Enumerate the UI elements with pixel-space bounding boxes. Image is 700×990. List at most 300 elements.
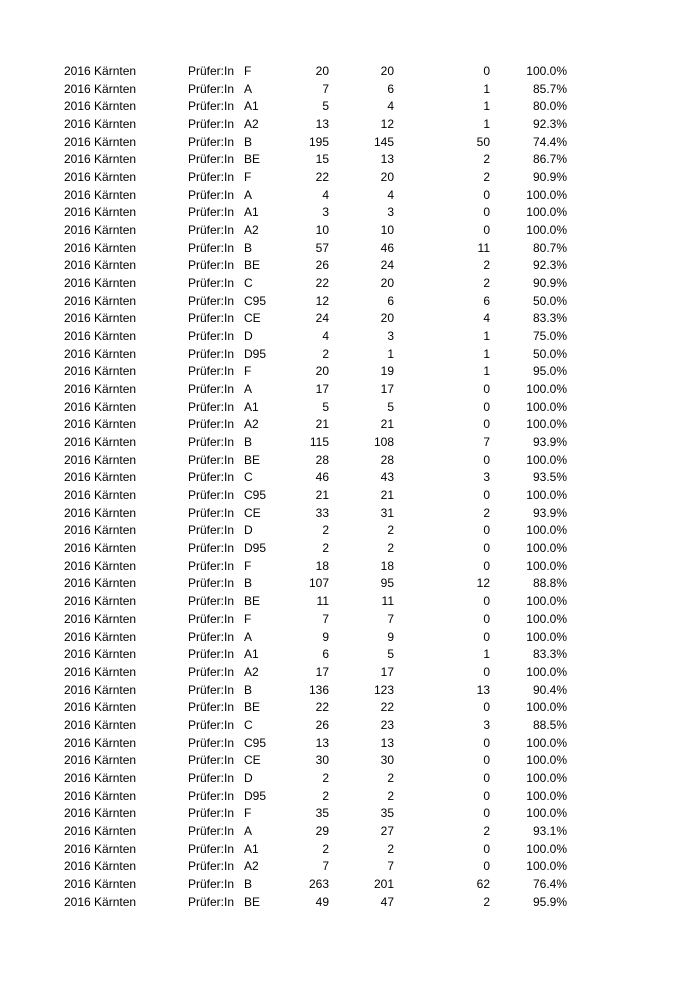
cell-passed: 5 [387,399,394,414]
cell-failed: 0 [483,187,490,202]
table-row [0,328,700,346]
cell-examiner: Prüfer:In [188,806,235,821]
cell-failed: 7 [483,435,490,450]
cell-pass-rate: 100.0% [526,700,567,715]
cell-passed: 145 [373,134,394,149]
cell-passed: 31 [380,505,394,520]
cell-pass-rate: 74.4% [532,134,567,149]
cell-pass-rate: 100.0% [526,382,567,397]
cell-examiner: Prüfer:In [188,470,235,485]
cell-year-region: 2016 Kärnten [64,99,137,114]
cell-passed: 2 [387,841,394,856]
cell-year-region: 2016 Kärnten [64,64,137,78]
cell-examiner: Prüfer:In [188,134,235,149]
cell-year-region: 2016 Kärnten [64,399,137,414]
cell-license-class: A2 [244,223,259,238]
cell-year-region: 2016 Kärnten [64,240,137,255]
cell-pass-rate: 76.4% [532,876,567,891]
cell-passed: 4 [387,187,394,202]
cell-total: 18 [315,558,329,573]
cell-pass-rate: 95.0% [532,364,567,379]
cell-total: 24 [315,311,329,326]
table-row [0,505,700,523]
cell-passed: 2 [387,770,394,785]
cell-year-region: 2016 Kärnten [64,770,137,785]
cell-examiner: Prüfer:In [188,629,235,644]
cell-passed: 17 [380,664,394,679]
cell-year-region: 2016 Kärnten [64,81,137,96]
cell-year-region: 2016 Kärnten [64,841,137,856]
cell-total: 22 [315,276,329,291]
cell-passed: 12 [380,117,394,132]
cell-total: 26 [315,258,329,273]
cell-year-region: 2016 Kärnten [64,187,137,202]
cell-pass-rate: 93.9% [532,435,567,450]
cell-total: 2 [322,541,329,556]
cell-failed: 1 [483,99,490,114]
table-row [0,699,700,717]
cell-total: 263 [308,876,329,891]
cell-pass-rate: 50.0% [532,346,567,361]
cell-passed: 2 [387,541,394,556]
cell-passed: 46 [380,240,394,255]
cell-passed: 27 [380,823,394,838]
cell-license-class: B [244,682,253,697]
cell-total: 49 [315,894,329,909]
cell-examiner: Prüfer:In [188,382,235,397]
cell-total: 7 [322,859,329,874]
cell-passed: 6 [387,293,394,308]
cell-pass-rate: 100.0% [526,594,567,609]
cell-failed: 2 [483,894,490,909]
cell-total: 107 [308,576,329,591]
cell-pass-rate: 100.0% [526,664,567,679]
cell-total: 12 [315,293,329,308]
cell-pass-rate: 100.0% [526,452,567,467]
cell-pass-rate: 100.0% [526,223,567,238]
cell-examiner: Prüfer:In [188,823,235,838]
cell-pass-rate: 93.5% [532,470,567,485]
table-row [0,81,700,99]
cell-license-class: B [244,876,253,891]
cell-examiner: Prüfer:In [188,152,235,167]
table-row [0,416,700,434]
cell-pass-rate: 93.9% [532,505,567,520]
cell-examiner: Prüfer:In [188,488,235,503]
cell-examiner: Prüfer:In [188,170,235,185]
cell-examiner: Prüfer:In [188,452,235,467]
cell-license-class: A [244,187,253,202]
cell-failed: 0 [483,417,490,432]
cell-pass-rate: 100.0% [526,399,567,414]
cell-total: 136 [308,682,329,697]
cell-failed: 0 [483,664,490,679]
cell-year-region: 2016 Kärnten [64,364,137,379]
cell-total: 4 [322,187,329,202]
cell-passed: 28 [380,452,394,467]
cell-total: 2 [322,841,329,856]
cell-total: 35 [315,806,329,821]
cell-license-class: A1 [244,841,259,856]
cell-year-region: 2016 Kärnten [64,647,137,662]
cell-passed: 10 [380,223,394,238]
cell-pass-rate: 100.0% [526,788,567,803]
cell-passed: 20 [380,64,394,78]
cell-examiner: Prüfer:In [188,594,235,609]
cell-failed: 50 [476,134,490,149]
cell-examiner: Prüfer:In [188,505,235,520]
table-row [0,823,700,841]
cell-year-region: 2016 Kärnten [64,276,137,291]
cell-total: 17 [315,382,329,397]
table-row [0,469,700,487]
cell-license-class: C [244,470,253,485]
cell-total: 26 [315,717,329,732]
cell-passed: 2 [387,523,394,538]
table-row [0,558,700,576]
cell-year-region: 2016 Kärnten [64,541,137,556]
cell-examiner: Prüfer:In [188,117,235,132]
cell-passed: 95 [380,576,394,591]
cell-examiner: Prüfer:In [188,717,235,732]
cell-failed: 0 [483,452,490,467]
cell-total: 29 [315,823,329,838]
cell-license-class: BE [244,700,261,715]
cell-pass-rate: 75.0% [532,329,567,344]
cell-license-class: B [244,576,253,591]
cell-year-region: 2016 Kärnten [64,382,137,397]
table-row [0,310,700,328]
cell-pass-rate: 83.3% [532,647,567,662]
cell-total: 4 [322,329,329,344]
cell-failed: 2 [483,258,490,273]
cell-year-region: 2016 Kärnten [64,311,137,326]
cell-examiner: Prüfer:In [188,99,235,114]
table-row [0,134,700,152]
cell-examiner: Prüfer:In [188,399,235,414]
cell-examiner: Prüfer:In [188,894,235,909]
cell-examiner: Prüfer:In [188,364,235,379]
cell-examiner: Prüfer:In [188,682,235,697]
cell-pass-rate: 83.3% [532,311,567,326]
cell-failed: 0 [483,629,490,644]
table-row [0,169,700,187]
cell-examiner: Prüfer:In [188,611,235,626]
cell-year-region: 2016 Kärnten [64,894,137,909]
cell-passed: 7 [387,611,394,626]
table-row [0,664,700,682]
cell-pass-rate: 100.0% [526,753,567,768]
cell-pass-rate: 100.0% [526,770,567,785]
cell-total: 195 [308,134,329,149]
table-row [0,522,700,540]
cell-year-region: 2016 Kärnten [64,876,137,891]
cell-year-region: 2016 Kärnten [64,170,137,185]
cell-examiner: Prüfer:In [188,647,235,662]
cell-examiner: Prüfer:In [188,240,235,255]
cell-total: 2 [322,788,329,803]
cell-license-class: A1 [244,205,259,220]
cell-failed: 3 [483,717,490,732]
cell-license-class: F [244,170,252,185]
cell-passed: 3 [387,329,394,344]
cell-year-region: 2016 Kärnten [64,134,137,149]
cell-passed: 201 [373,876,394,891]
cell-examiner: Prüfer:In [188,664,235,679]
cell-failed: 0 [483,223,490,238]
cell-license-class: F [244,611,252,626]
cell-license-class: C95 [244,488,267,503]
cell-license-class: CE [244,505,261,520]
cell-license-class: A [244,382,253,397]
cell-license-class: CE [244,753,261,768]
cell-failed: 0 [483,753,490,768]
table-row [0,381,700,399]
cell-total: 33 [315,505,329,520]
cell-pass-rate: 95.9% [532,894,567,909]
cell-total: 2 [322,523,329,538]
cell-license-class: A2 [244,417,259,432]
table-row [0,346,700,364]
table-row [0,363,700,381]
cell-total: 21 [315,488,329,503]
table-row [0,788,700,806]
cell-license-class: A1 [244,647,259,662]
cell-examiner: Prüfer:In [188,523,235,538]
table-row [0,540,700,558]
cell-examiner: Prüfer:In [188,558,235,573]
cell-total: 10 [315,223,329,238]
cell-failed: 0 [483,611,490,626]
cell-failed: 1 [483,329,490,344]
cell-total: 5 [322,99,329,114]
cell-examiner: Prüfer:In [188,576,235,591]
cell-passed: 17 [380,382,394,397]
cell-failed: 1 [483,346,490,361]
cell-passed: 19 [380,364,394,379]
cell-pass-rate: 100.0% [526,541,567,556]
cell-total: 5 [322,399,329,414]
table-row [0,629,700,647]
cell-year-region: 2016 Kärnten [64,558,137,573]
cell-examiner: Prüfer:In [188,258,235,273]
table-row [0,841,700,859]
cell-license-class: BE [244,594,261,609]
cell-year-region: 2016 Kärnten [64,700,137,715]
cell-total: 28 [315,452,329,467]
cell-failed: 11 [477,240,490,255]
cell-year-region: 2016 Kärnten [64,223,137,238]
cell-examiner: Prüfer:In [188,329,235,344]
cell-total: 13 [315,117,329,132]
cell-failed: 2 [483,152,490,167]
cell-total: 22 [315,170,329,185]
cell-total: 20 [315,64,329,78]
cell-pass-rate: 100.0% [526,187,567,202]
table-row [0,575,700,593]
cell-license-class: F [244,364,252,379]
cell-failed: 0 [483,841,490,856]
table-row [0,858,700,876]
cell-license-class: A [244,81,253,96]
cell-passed: 108 [373,435,394,450]
cell-passed: 13 [380,735,394,750]
cell-pass-rate: 80.7% [532,240,567,255]
cell-year-region: 2016 Kärnten [64,735,137,750]
cell-passed: 13 [380,152,394,167]
cell-total: 46 [315,470,329,485]
cell-pass-rate: 100.0% [526,417,567,432]
cell-pass-rate: 93.1% [532,823,567,838]
cell-year-region: 2016 Kärnten [64,576,137,591]
cell-total: 57 [315,240,329,255]
cell-passed: 23 [380,717,394,732]
cell-year-region: 2016 Kärnten [64,329,137,344]
cell-failed: 62 [476,876,490,891]
cell-pass-rate: 88.5% [532,717,567,732]
cell-passed: 11 [381,594,394,609]
cell-year-region: 2016 Kärnten [64,293,137,308]
cell-license-class: C95 [244,293,267,308]
cell-year-region: 2016 Kärnten [64,205,137,220]
cell-examiner: Prüfer:In [188,417,235,432]
cell-license-class: D95 [244,541,267,556]
cell-examiner: Prüfer:In [188,311,235,326]
cell-year-region: 2016 Kärnten [64,611,137,626]
cell-year-region: 2016 Kärnten [64,470,137,485]
cell-examiner: Prüfer:In [188,753,235,768]
cell-year-region: 2016 Kärnten [64,117,137,132]
cell-total: 9 [322,629,329,644]
cell-examiner: Prüfer:In [188,187,235,202]
table-row [0,116,700,134]
cell-failed: 4 [483,311,490,326]
table-row [0,151,700,169]
cell-examiner: Prüfer:In [188,293,235,308]
cell-examiner: Prüfer:In [188,81,235,96]
cell-license-class: A1 [244,99,259,114]
cell-examiner: Prüfer:In [188,859,235,874]
cell-year-region: 2016 Kärnten [64,258,137,273]
cell-failed: 0 [483,788,490,803]
cell-examiner: Prüfer:In [188,435,235,450]
cell-failed: 0 [483,735,490,750]
cell-pass-rate: 90.4% [532,682,567,697]
cell-license-class: BE [244,152,261,167]
cell-pass-rate: 100.0% [526,806,567,821]
cell-failed: 0 [483,64,490,78]
table-row [0,876,700,894]
cell-total: 2 [322,770,329,785]
cell-total: 7 [322,81,329,96]
cell-total: 20 [315,364,329,379]
cell-examiner: Prüfer:In [188,735,235,750]
cell-failed: 0 [483,806,490,821]
cell-examiner: Prüfer:In [188,276,235,291]
cell-pass-rate: 92.3% [532,117,567,132]
cell-license-class: B [244,240,253,255]
cell-year-region: 2016 Kärnten [64,823,137,838]
cell-passed: 1 [387,346,394,361]
cell-examiner: Prüfer:In [188,223,235,238]
table-row [0,717,700,735]
cell-passed: 24 [380,258,394,273]
cell-failed: 1 [483,117,490,132]
table-row [0,894,700,912]
cell-year-region: 2016 Kärnten [64,788,137,803]
cell-passed: 2 [387,788,394,803]
cell-license-class: C [244,717,253,732]
cell-passed: 123 [373,682,394,697]
cell-license-class: C95 [244,735,267,750]
cell-failed: 1 [483,364,490,379]
cell-license-class: A2 [244,117,259,132]
cell-license-class: D [244,770,253,785]
cell-license-class: BE [244,258,261,273]
cell-total: 3 [322,205,329,220]
cell-pass-rate: 85.7% [532,81,567,96]
cell-failed: 13 [476,682,490,697]
cell-pass-rate: 92.3% [532,258,567,273]
cell-passed: 4 [387,99,394,114]
cell-passed: 18 [380,558,394,573]
cell-year-region: 2016 Kärnten [64,682,137,697]
table-row [0,487,700,505]
cell-pass-rate: 100.0% [526,205,567,220]
table-row [0,293,700,311]
cell-total: 15 [315,152,329,167]
cell-examiner: Prüfer:In [188,346,235,361]
cell-passed: 20 [380,276,394,291]
cell-license-class: F [244,806,252,821]
table-row [0,735,700,753]
cell-license-class: A [244,823,253,838]
cell-passed: 43 [380,470,394,485]
cell-passed: 47 [380,894,394,909]
cell-passed: 7 [387,859,394,874]
cell-passed: 5 [387,647,394,662]
cell-failed: 0 [483,205,490,220]
cell-year-region: 2016 Kärnten [64,753,137,768]
cell-year-region: 2016 Kärnten [64,505,137,520]
cell-total: 7 [322,611,329,626]
cell-passed: 20 [380,311,394,326]
cell-failed: 1 [483,647,490,662]
table-row [0,222,700,240]
cell-failed: 0 [483,859,490,874]
cell-pass-rate: 100.0% [526,558,567,573]
cell-license-class: A [244,629,253,644]
cell-pass-rate: 90.9% [532,170,567,185]
cell-license-class: D95 [244,788,267,803]
cell-year-region: 2016 Kärnten [64,629,137,644]
cell-pass-rate: 100.0% [526,735,567,750]
data-table [0,63,700,911]
cell-examiner: Prüfer:In [188,876,235,891]
cell-license-class: A2 [244,859,259,874]
cell-year-region: 2016 Kärnten [64,346,137,361]
cell-pass-rate: 100.0% [526,629,567,644]
cell-failed: 2 [483,276,490,291]
cell-pass-rate: 100.0% [526,611,567,626]
cell-pass-rate: 86.7% [532,152,567,167]
cell-license-class: A2 [244,664,259,679]
cell-year-region: 2016 Kärnten [64,488,137,503]
cell-license-class: D [244,329,253,344]
table-row [0,63,700,81]
cell-passed: 9 [387,629,394,644]
table-row [0,275,700,293]
